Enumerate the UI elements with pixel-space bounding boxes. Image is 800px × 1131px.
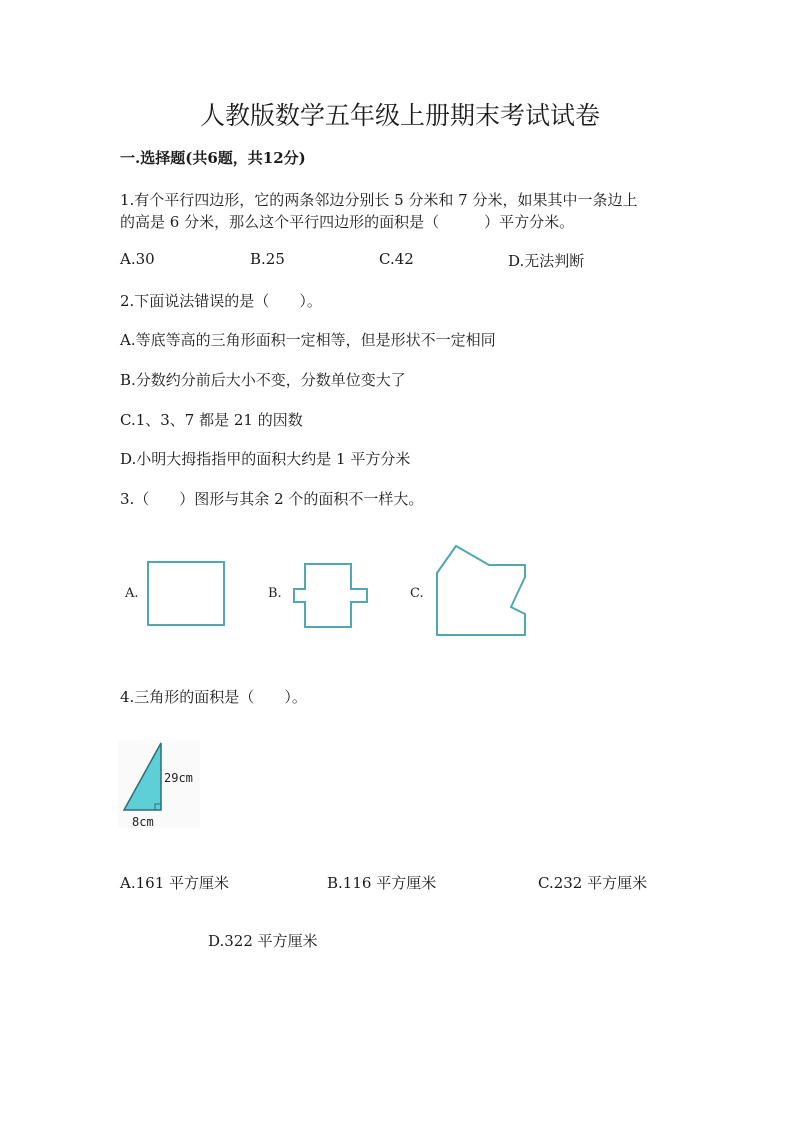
q4-option-a[interactable]: A.161 平方厘米 xyxy=(120,874,229,892)
q3-figures xyxy=(115,540,535,645)
q2-option-a[interactable]: A.等底等高的三角形面积一定相等，但是形状不一定相同 xyxy=(120,331,496,349)
q3-label-c: C. xyxy=(410,586,424,601)
figure-c-irregular-shape xyxy=(437,546,525,635)
q3-label-a: A. xyxy=(125,586,139,601)
triangle-height-label: 29cm xyxy=(164,771,193,785)
q1-option-b[interactable]: B.25 xyxy=(250,250,285,268)
q4-stem: 4.三角形的面积是（ ）。 xyxy=(120,688,307,706)
q1-option-d[interactable]: D.无法判断 xyxy=(508,252,585,270)
q4-option-b[interactable]: B.116 平方厘米 xyxy=(327,874,437,892)
q1-option-a[interactable]: A.30 xyxy=(120,250,155,268)
q2-stem: 2.下面说法错误的是（ ）。 xyxy=(120,292,322,310)
q1-option-c[interactable]: C.42 xyxy=(379,250,414,268)
section-heading: 一.选择题(共6题，共12分) xyxy=(120,149,306,167)
q1-stem-line1: 1.有个平行四边形，它的两条邻边分别长 5 分米和 7 分米，如果其中一条边上 xyxy=(120,191,638,209)
q1-stem-line2: 的高是 6 分米，那么这个平行四边形的面积是（ ）平方分米。 xyxy=(120,213,575,231)
q4-option-d[interactable]: D.322 平方厘米 xyxy=(208,932,318,950)
q2-option-c[interactable]: C.1、3、7 都是 21 的因数 xyxy=(120,411,303,429)
q2-option-d[interactable]: D.小明大拇指指甲的面积大约是 1 平方分米 xyxy=(120,450,411,468)
figure-b-notched-shape xyxy=(294,564,367,627)
figure-a-rectangle xyxy=(148,562,224,625)
page-title: 人教版数学五年级上册期末考试试卷 xyxy=(199,101,600,130)
q4-triangle-figure xyxy=(118,740,208,832)
q2-option-b[interactable]: B.分数约分前后大小不变，分数单位变大了 xyxy=(120,371,406,389)
q3-stem: 3.（ ）图形与其余 2 个的面积不一样大。 xyxy=(120,490,424,508)
triangle-base-label: 8cm xyxy=(132,815,154,829)
q3-label-b: B. xyxy=(268,586,282,601)
q4-option-c[interactable]: C.232 平方厘米 xyxy=(538,874,648,892)
